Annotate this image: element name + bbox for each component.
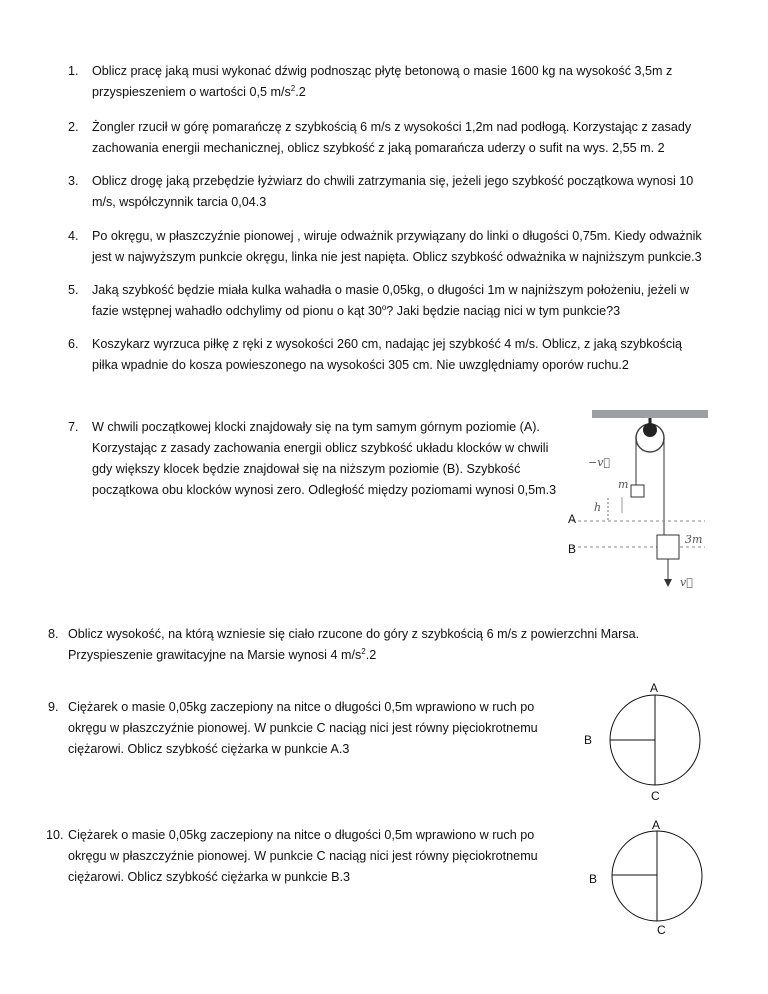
problem-number: 3. xyxy=(68,174,79,188)
problem-number: 8. xyxy=(48,627,59,641)
label-m: m xyxy=(618,478,629,491)
point-a-label: A xyxy=(650,681,659,695)
problem-text: Ciężarek o masie 0,05kg zaczepiony na nitce o długości 0,5m wprawiono w ruch po okręgu w płaszczyźnie pionowej. W punkcie C naciąg nici jest równy pięciokrotnemu ciężarowi. Oblicz szybkość ciężarka w punkcie A.3 xyxy=(68,700,538,756)
problem-text: W chwili początkowej klocki znajdowały się na tym samym górnym poziomie (A). Korzystając z zasady zachowania energii oblicz szybkość układu klocków w chwili gdy większy klocek będzie znajdował się na niższym poziomie (B). Szybkość początkowa obu klocków wynosi zero. Odległość między poziomami wynosi 0,5m.3 xyxy=(92,420,557,497)
label-minus-v: −v⃗ xyxy=(588,456,611,469)
problem-7 xyxy=(68,417,558,501)
label-v: v⃗ xyxy=(680,576,693,589)
label-h: h xyxy=(594,501,602,514)
problem-text: Oblicz pracę jaką musi wykonać dźwig podnosząc płytę betonową o masie 1600 kg na wysokość 3,5m z przyspieszeniem o wartości 0,5 $m/s^2.2$ xyxy=(92,64,673,99)
pulley-hub xyxy=(643,423,657,437)
arrow-down-head xyxy=(664,579,672,587)
problem-4 xyxy=(68,226,708,268)
problem-text: Koszykarz wyrzuca piłkę z ręki z wysokości 260 cm, nadając jej szybkość 4 m/s. Oblicz, z jaką szybkością piłka wpadnie do kosza powieszonego na wysokości 305 cm. Nie uwzględniamy oporów ruchu.2 xyxy=(92,337,682,372)
large-block xyxy=(657,535,679,559)
problem-number: 4. xyxy=(68,229,79,243)
problem-10 xyxy=(46,825,558,888)
point-b-label: B xyxy=(589,872,598,886)
point-b-label: B xyxy=(584,733,593,747)
pulley-diagram xyxy=(560,405,720,595)
level-b-label: B xyxy=(568,542,577,556)
small-block xyxy=(631,485,644,497)
level-a-label: A xyxy=(568,512,577,526)
point-c-label: C xyxy=(651,789,660,803)
problem-3 xyxy=(68,171,708,213)
problem-text: Żongler rzucił w górę pomarańczę z szybkością 6 m/s z wysokości 1,2m nad podłogą. Korzystając z zasady zachowania energii mechanicznej, oblicz szybkość z jaką pomarańcza uderzy o sufit na wys. 2,55 m. 2 xyxy=(92,120,692,155)
problem-text: Po okręgu, w płaszczyźnie pionowej , wiruje odważnik przywiązany do linki o długości 0,75m. Kiedy odważnik jest w najwyższym punkcie okręgu, linka nie jest napięta. Oblicz szybkość odważnika w najniższym punkcie.3 xyxy=(92,229,702,264)
problem-6 xyxy=(68,334,708,376)
problem-1 xyxy=(68,61,708,103)
problem-number: 10. xyxy=(46,828,64,842)
point-a-label: A xyxy=(652,818,661,832)
problem-8 xyxy=(48,624,708,666)
problem-number: 7. xyxy=(68,420,79,434)
problem-9 xyxy=(48,697,558,760)
problem-text: Ciężarek o masie 0,05kg zaczepiony na nitce o długości 0,5m wprawiono w ruch po okręgu w płaszczyźnie pionowej. W punkcie C naciąg nici jest równy pięciokrotnemu ciężarowi. Oblicz szybkość ciężarka w punkcie B.3 xyxy=(68,828,538,884)
circle-diagram-9 xyxy=(580,680,710,805)
problem-number: 1. xyxy=(68,64,79,78)
problem-text: Jaką szybkość będzie miała kulka wahadła o masie 0,05kg, o długości 1m w najniższym położeniu, jeżeli w fazie wstępnej wahadło odchylimy od pionu o kąt 30$^o$? Jaki będzie naciąg nici w tym punkcie?3 xyxy=(92,283,690,318)
problem-number: 2. xyxy=(68,120,79,134)
problem-number: 9. xyxy=(48,700,59,714)
point-c-label: C xyxy=(657,923,666,937)
problem-text: Oblicz wysokość, na którą wzniesie się ciało rzucone do góry z szybkością 6 m/s z powierzchni Marsa. Przyspieszenie grawitacyjne na Marsie wynosi 4 $m/s^2.2$ xyxy=(68,627,640,662)
problem-text: Oblicz drogę jaką przebędzie łyżwiarz do chwili zatrzymania się, jeżeli jego szybkość początkowa wynosi 10 m/s, współczynnik tarcia 0,04.3 xyxy=(92,174,694,209)
problem-number: 6. xyxy=(68,337,79,351)
problem-2 xyxy=(68,117,708,159)
problem-number: 5. xyxy=(68,283,79,297)
circle-diagram-10 xyxy=(585,815,715,940)
ceiling-beam xyxy=(592,410,708,418)
label-3m: 3m xyxy=(685,533,703,546)
problem-5 xyxy=(68,280,708,322)
